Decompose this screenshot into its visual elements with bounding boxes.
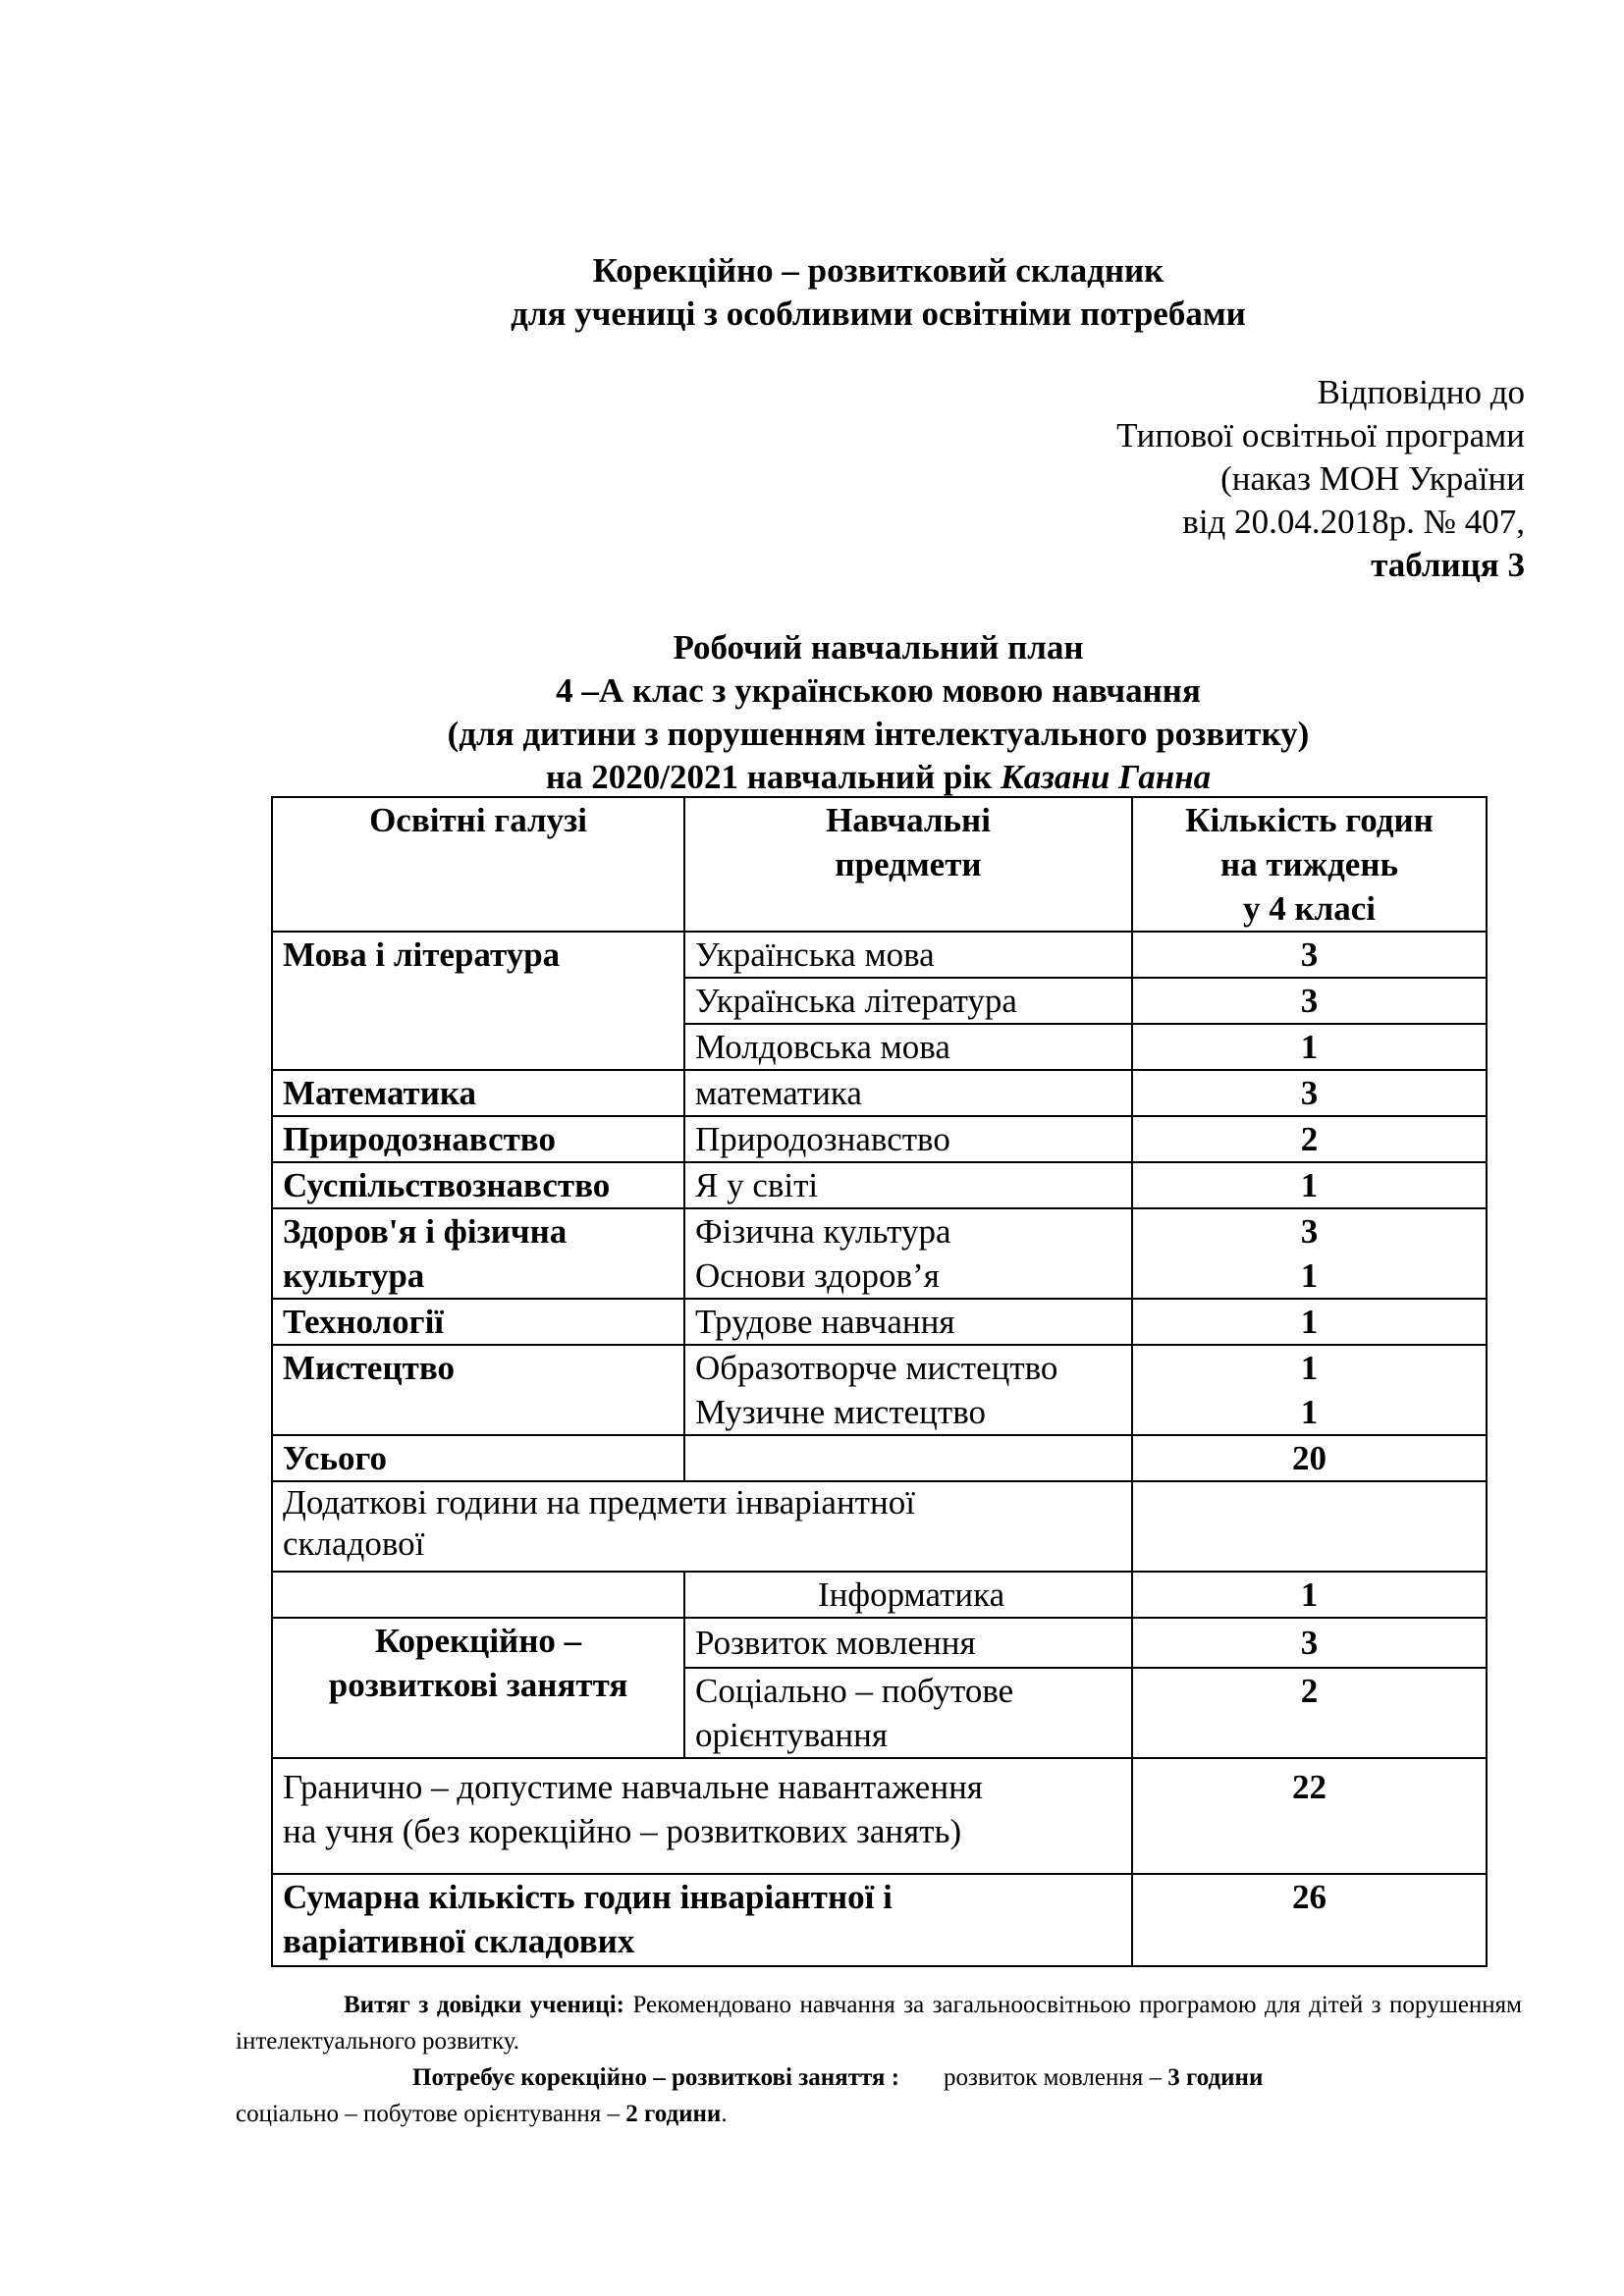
plan-line-1: Робочий навчальний план [673,628,1084,667]
subject-cell: Молдовська мова [684,1024,1132,1070]
plan-line-4: на 2020/2021 навчальний рік Казани Ганна [545,758,1212,796]
hours-cell: 3 1 [1132,1208,1487,1299]
subject-cell: Я у світі [684,1162,1132,1208]
empty-cell [684,1435,1132,1481]
total-hours: 20 [1132,1435,1487,1481]
hours-cell: 3 [1132,978,1487,1024]
subject-cell: Розвиток мовлення [684,1618,1132,1668]
subject-cell: Інформатика [684,1572,1132,1618]
sum-label: Сумарна кількість годин інваріантної і варіативної складових [272,1874,1132,1966]
header-subjects: Навчальні предмети [684,797,1132,932]
subject-cell: Образотворче мистецтво Музичне мистецтво [684,1345,1132,1435]
subject-cell: Природознавство [684,1116,1132,1162]
area-cell: Природознавство [272,1116,684,1162]
hours-cell: 1 [1132,1162,1487,1208]
footer-notes [236,1987,1522,2132]
area-cell: Мистецтво [272,1345,684,1435]
hours-cell: 1 [1132,1299,1487,1345]
subject-cell: Фізична культура Основи здоров’я [684,1208,1132,1299]
total-label: Усього [272,1435,684,1481]
subject-cell: Українська література [684,978,1132,1024]
area-cell: Здоров'я і фізична культура [272,1208,684,1299]
document-title [271,249,1486,336]
hours-cell: 1 [1132,1024,1487,1070]
area-cell: Суспільствознавство [272,1162,684,1208]
subject-cell: Українська мова [684,932,1132,978]
table-row [272,1208,1487,1299]
reference-line-5: таблиця 3 [1371,546,1525,584]
table-row [272,1618,1487,1668]
empty-cell [272,1572,684,1618]
table-row [272,1162,1487,1208]
table-row [272,1345,1487,1435]
hours-cell: 1 [1132,1572,1487,1618]
hours-cell: 2 [1132,1668,1487,1758]
sum-hours: 26 [1132,1874,1487,1966]
subject-cell: Трудове навчання [684,1299,1132,1345]
plan-heading [271,626,1486,799]
plan-line-2: 4 –А клас з українською мовою навчання [556,671,1201,710]
table-header-row [272,797,1487,932]
total-row [272,1435,1487,1481]
title-line-1: Корекційно – розвитковий складник [592,251,1164,290]
subject-cell: Соціально – побутове орієнтування [684,1668,1132,1758]
footer-paragraph-2: Потребує корекційно – розвиткові заняття : розвиток мовлення – 3 години соціально – побутове орієнтування – 2 години. [236,2064,1264,2127]
footer-paragraph-1: Витяг з довідки учениці: Рекомендовано навчання за загальноосвітньою програмою для дітей з порушенням інтелектуального розвитку. [236,1992,1522,2055]
header-areas: Освітні галузі [272,797,684,932]
title-line-2: для учениці з особливими освітніми потребами [511,294,1246,333]
limit-row [272,1758,1487,1874]
table-row [272,1299,1487,1345]
area-cell: Математика [272,1070,684,1116]
hours-cell: 1 1 [1132,1345,1487,1435]
subject-cell: математика [684,1070,1132,1116]
area-cell: Технології [272,1299,684,1345]
header-hours: Кількість годин на тиждень у 4 класі [1132,797,1487,932]
hours-cell: 3 [1132,1618,1487,1668]
reference-line-1: Відповідно до [1317,373,1525,411]
extra-hours-label: Додаткові години на предмети інваріантної складової [272,1481,1132,1572]
student-name: Казани Ганна [1001,758,1212,796]
hours-cell: 3 [1132,932,1487,978]
area-cell: Мова і література [272,932,684,1070]
sum-row [272,1874,1487,1966]
table-row [272,932,1487,978]
curriculum-table [271,796,1488,1967]
limit-label: Гранично – допустиме навчальне навантаження на учня (без корекційно – розвиткових занять) [272,1758,1132,1874]
reference-line-3: (наказ МОН України [1220,459,1525,498]
limit-hours: 22 [1132,1758,1487,1874]
plan-line-3: (для дитини з порушенням інтелектуального розвитку) [447,715,1310,753]
reference-block [884,371,1525,587]
extra-hours-row [272,1481,1487,1572]
reference-line-4: від 20.04.2018р. № 407, [1182,503,1525,541]
table-row [272,1116,1487,1162]
area-cell: Корекційно – розвиткові заняття [272,1618,684,1758]
empty-cell [1132,1481,1487,1572]
hours-cell: 2 [1132,1116,1487,1162]
hours-cell: 3 [1132,1070,1487,1116]
table-row [272,1070,1487,1116]
table-row [272,1572,1487,1618]
reference-line-2: Типової освітньої програми [1116,416,1525,454]
